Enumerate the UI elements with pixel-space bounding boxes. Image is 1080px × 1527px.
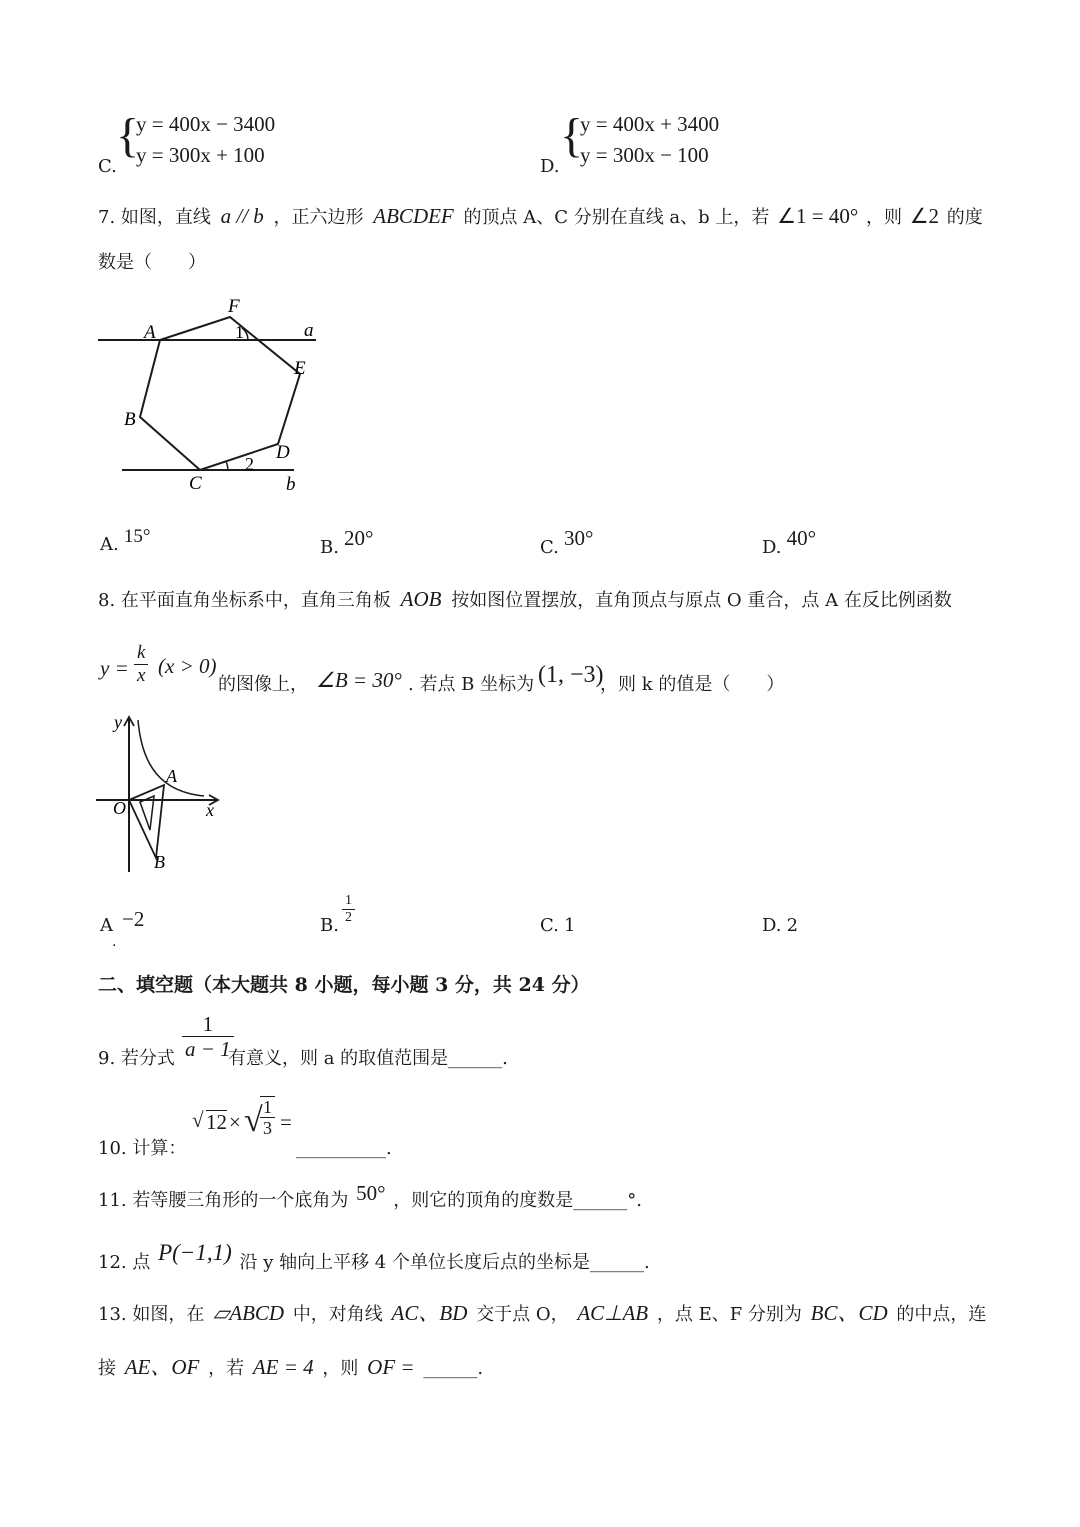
q8-option-a xyxy=(100,905,180,950)
q10-sqrt-symbol-1: √ xyxy=(192,1108,204,1132)
q10-fraction xyxy=(260,1096,275,1138)
q11 xyxy=(98,1181,642,1212)
angle-2-arc xyxy=(226,461,228,470)
q7-stem-part3: 的顶点 A、C 分别在直线 a、b 上，若 xyxy=(463,207,770,228)
q13-math4: BC、CD xyxy=(810,1301,888,1325)
label-o: O xyxy=(113,798,126,818)
q8-stem-part1: 8. 在平面直角坐标系中，直角三角板 xyxy=(98,590,391,611)
q6-option-d-eq1: y = 400x + 3400 xyxy=(580,112,720,136)
q12-part1: 12. 点 xyxy=(98,1252,151,1273)
q13-part4: ，点 E、F 分别为 xyxy=(656,1304,802,1325)
q8-stem-math2: ∠B = 30° xyxy=(316,668,402,692)
q13-line2-part2: ，若 xyxy=(208,1358,245,1379)
q7-stem-part5: 的度 xyxy=(946,207,983,228)
q7-option-a xyxy=(100,526,151,555)
q7-stem-part4: ，则 xyxy=(865,207,902,228)
q8-option-b-numerator: 1 xyxy=(342,893,355,910)
q13-line2-blank: ______. xyxy=(423,1358,484,1379)
q6-option-c xyxy=(98,108,398,180)
label-b-vertex: B xyxy=(124,409,136,430)
q6-option-c-eq1: y = 400x − 3400 xyxy=(136,112,276,136)
label-f: F xyxy=(228,296,240,317)
q8-func-condition: (x > 0) xyxy=(158,654,217,678)
q11-part2: ，则它的顶角的度数是______°. xyxy=(393,1190,642,1211)
q11-part1: 11. 若等腰三角形的一个底角为 xyxy=(98,1190,349,1211)
q8-option-a-dot: . xyxy=(112,934,117,950)
q8-stem-math3: (1, −3) xyxy=(538,662,604,688)
q8-option-a-label: A xyxy=(100,915,113,936)
q10-times: × xyxy=(229,1110,241,1134)
label-y: y xyxy=(114,712,122,732)
q10-equals: = xyxy=(280,1110,292,1134)
q8-func-denominator: x xyxy=(137,665,146,686)
q8-func-y: y = xyxy=(100,656,129,680)
q12-part2: 沿 y 轴向上平移 4 个单位长度后点的坐标是______. xyxy=(239,1252,650,1273)
q13-part2: 中，对角线 xyxy=(292,1304,383,1325)
q8-option-a-value: −2 xyxy=(122,907,145,931)
q12 xyxy=(98,1240,650,1274)
q8-option-d-value: 2 xyxy=(786,915,799,936)
q7-option-b xyxy=(320,526,374,558)
q6-option-d xyxy=(540,108,840,180)
q8-option-b-fraction xyxy=(342,893,355,926)
q8-func-numerator: k xyxy=(134,642,148,665)
q6-option-d-brace: { xyxy=(560,109,584,162)
q7-stem-line1 xyxy=(98,205,983,229)
q7-option-d xyxy=(762,526,817,558)
q8-stem-line1 xyxy=(98,588,952,612)
q7-option-b-value: 20° xyxy=(344,526,374,550)
q7-option-a-value: 15° xyxy=(123,526,151,547)
label-line-b: b xyxy=(286,474,296,495)
q10-blank: __________. xyxy=(296,1138,392,1159)
label-line-a: a xyxy=(304,320,314,341)
q8-stem-part5: ，则 k 的值是（ ） xyxy=(600,674,785,695)
label-e: E xyxy=(294,358,306,379)
q6-option-d-label: D. xyxy=(540,156,560,177)
q13-part1: 13. 如图，在 xyxy=(98,1304,205,1325)
q12-math: P(−1,1) xyxy=(158,1240,232,1265)
q7-option-b-label: B. xyxy=(320,537,339,558)
q13-line2-part1: 接 xyxy=(98,1358,116,1379)
label-angle-1: 1 xyxy=(235,322,244,342)
q13-line2-math3: OF = xyxy=(367,1355,415,1379)
q10-denominator: 3 xyxy=(263,1118,272,1138)
q8-option-c-value: 1 xyxy=(563,915,576,936)
q7-stem-math1: a // b xyxy=(220,204,264,228)
label-d: D xyxy=(276,442,290,463)
label-b-point: B xyxy=(154,852,165,872)
q10-sqrt-symbol-2: √ xyxy=(244,1102,263,1139)
q6-option-d-eq2: y = 300x − 100 xyxy=(580,143,709,167)
q13-math3: AC⊥AB xyxy=(577,1301,649,1325)
label-c: C xyxy=(189,473,202,494)
q8-stem-part4: . 若点 B 坐标为 xyxy=(408,674,535,695)
q13-part3: 交于点 O， xyxy=(476,1304,569,1325)
q7-stem-line2: 数是（ ） xyxy=(98,252,206,273)
q10-numerator: 1 xyxy=(260,1097,275,1118)
triangle-aob-inner xyxy=(140,796,154,830)
q9 xyxy=(98,1012,598,1072)
q7-option-d-value: 40° xyxy=(786,526,817,550)
q11-math: 50° xyxy=(356,1181,386,1205)
q6-option-c-brace: { xyxy=(116,109,140,162)
q10-expr1: 12 xyxy=(206,1110,227,1134)
q7-stem-math2: ABCDEF xyxy=(373,204,454,228)
q7-option-c-label: C. xyxy=(540,537,559,558)
q9-part2: 有意义，则 a 的取值范围是______. xyxy=(228,1048,508,1069)
q13-line2-part3: ，则 xyxy=(322,1358,359,1379)
q8-stem-part3: 的图像上， xyxy=(218,674,308,695)
q7-stem-part1: 7. 如图，直线 xyxy=(98,207,211,228)
q8-option-b-label: B. xyxy=(320,915,339,936)
q10-part1: 10. 计算： xyxy=(98,1138,187,1159)
q13-line2-math2: AE = 4 xyxy=(252,1355,314,1379)
q13-math2: AC、BD xyxy=(391,1301,468,1325)
q8-option-d-label: D. xyxy=(762,915,782,936)
q8-option-b xyxy=(320,893,400,943)
q7-hexagon-figure xyxy=(90,292,330,502)
q8-stem-math1: AOB xyxy=(400,587,442,611)
label-a-point: A xyxy=(166,766,177,786)
section2-heading: 二、填空题（本大题共 8 小题，每小题 3 分，共 24 分） xyxy=(98,974,590,996)
q9-denominator: a − 1 xyxy=(185,1037,231,1061)
q6-option-c-label: C. xyxy=(98,156,117,177)
q7-option-d-label: D. xyxy=(762,537,782,558)
q13-line2-math1: AE、OF xyxy=(124,1355,200,1379)
q13-line1 xyxy=(98,1302,986,1326)
q7-stem-math3: ∠1 = 40° xyxy=(777,204,859,228)
q7-option-c-value: 30° xyxy=(563,526,594,550)
q9-part1: 9. 若分式 xyxy=(98,1048,175,1069)
q6-option-c-eq2: y = 300x + 100 xyxy=(136,143,265,167)
q13-part5: 的中点，连 xyxy=(896,1304,987,1325)
q7-option-a-label: A. xyxy=(100,534,119,555)
q8-option-c xyxy=(540,915,575,937)
label-angle-2: 2 xyxy=(245,454,254,474)
q7-stem-math4: ∠2 xyxy=(909,204,940,228)
q8-stem-part2: 按如图位置摆放，直角顶点与原点 O 重合，点 A 在反比例函数 xyxy=(451,590,952,611)
q13-math1: ▱ABCD xyxy=(213,1301,285,1325)
q9-fraction xyxy=(182,1012,234,1061)
q8-option-c-label: C. xyxy=(540,915,559,936)
q8-option-b-denominator: 2 xyxy=(345,910,352,925)
q7-option-c xyxy=(540,526,594,558)
q8-coordinate-figure xyxy=(92,712,232,877)
label-a-vertex: A xyxy=(144,322,156,343)
q8-func-fraction xyxy=(134,642,148,687)
q9-numerator: 1 xyxy=(182,1012,234,1037)
q13-line2 xyxy=(98,1356,483,1380)
q8-option-d xyxy=(762,915,798,937)
q10 xyxy=(98,1094,498,1164)
label-x: x xyxy=(206,800,214,820)
q7-stem-part2: ，正六边形 xyxy=(273,207,364,228)
